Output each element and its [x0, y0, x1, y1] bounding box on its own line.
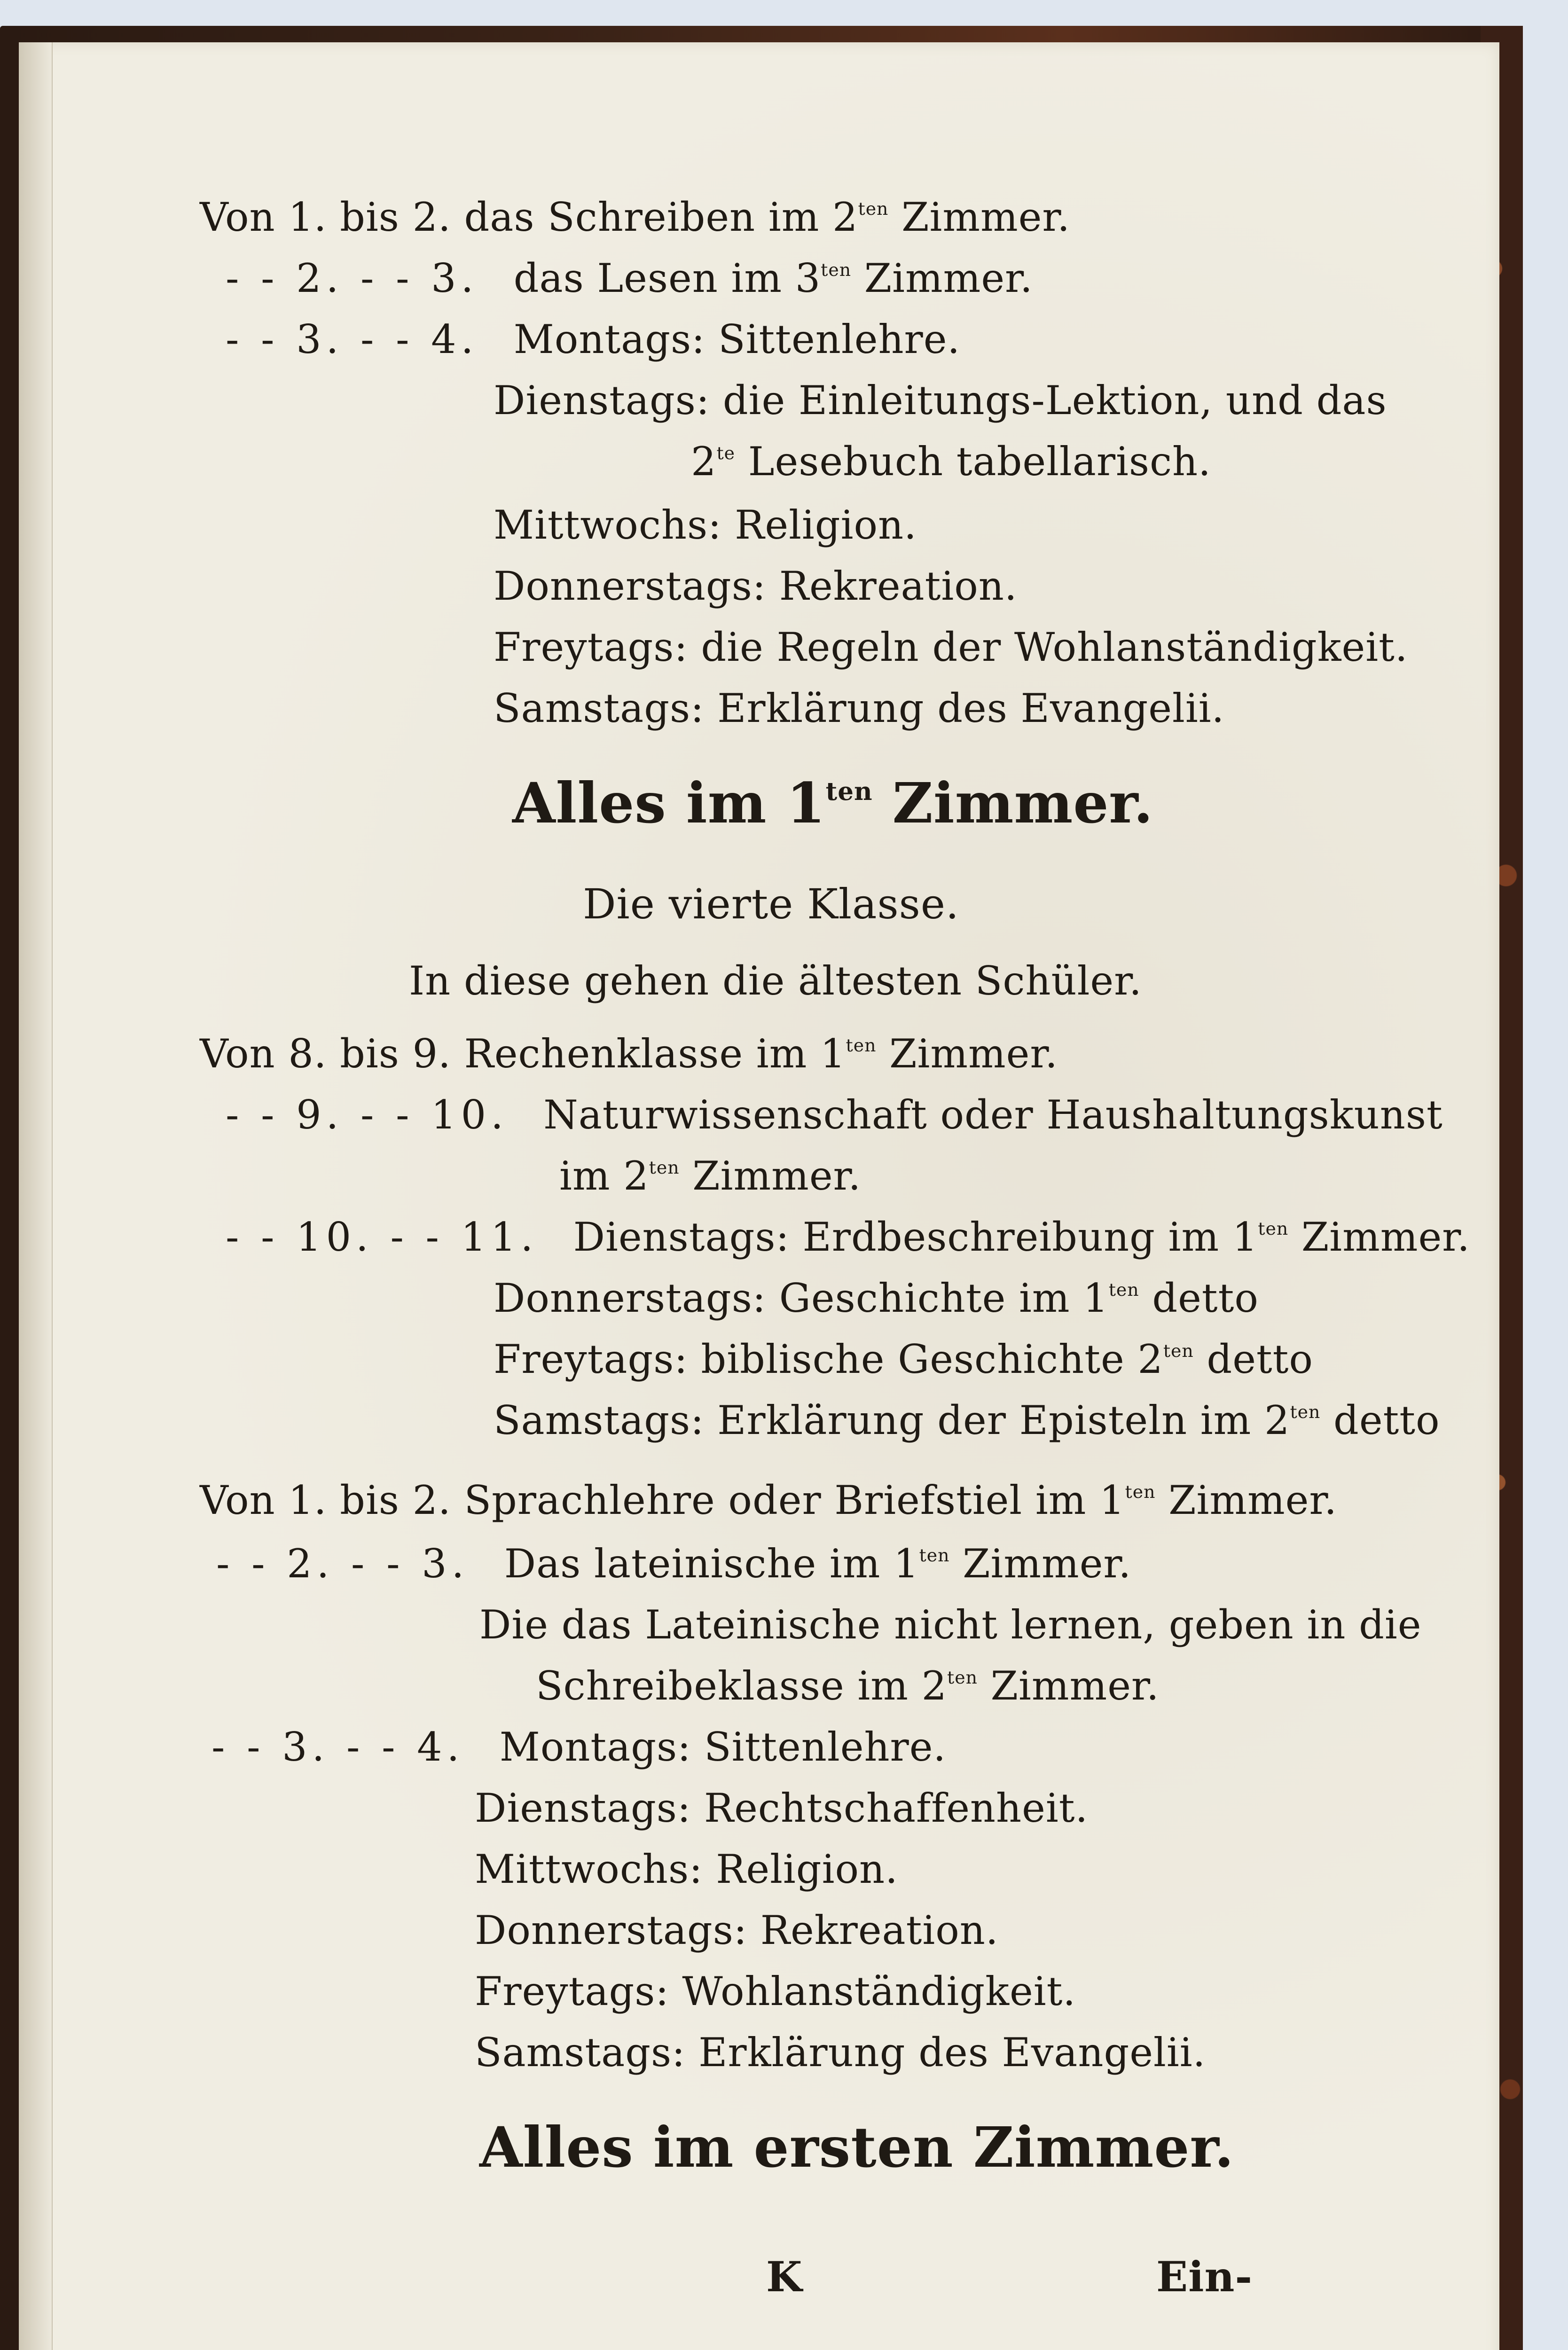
row-text: Samstags: Erklärung des Evangelii. — [475, 2029, 1206, 2076]
row-text: Zimmer. — [876, 1031, 1058, 1077]
class-heading: Die vierte Klasse. — [583, 880, 959, 928]
schedule-row — [494, 685, 1225, 731]
row-text: Dienstags: die Einleitungs-Lektion, und das — [494, 377, 1387, 423]
schedule-row — [475, 2029, 1206, 2076]
row-text: Donnerstags: Geschichte im 1 — [494, 1275, 1109, 1321]
row-text: Montags: Sittenlehre. — [513, 316, 961, 362]
superscript: ten — [1290, 1401, 1321, 1422]
row-text: Naturwissenschaft oder Haushaltungskunst — [543, 1092, 1443, 1138]
row-text: Zimmer. — [1288, 1214, 1470, 1260]
row-text: Donnerstags: Rekreation. — [475, 1907, 999, 1953]
row-text: Zimmer. — [949, 1541, 1132, 1587]
superscript: ten — [846, 1034, 877, 1056]
row-text: Mittwochs: Religion. — [475, 1846, 898, 1892]
schedule-row — [479, 1602, 1422, 1648]
row-text: Von 1. bis 2. das Schreiben im 2 — [200, 194, 858, 240]
schedule-row — [226, 255, 1033, 301]
row-text: detto — [1139, 1275, 1259, 1321]
row-text: Lesebuch tabellarisch. — [735, 439, 1211, 485]
schedule-row — [212, 1724, 947, 1770]
row-text: Zimmer. — [977, 1663, 1160, 1709]
row-text: Die das Lateinische nicht lernen, geben in die — [479, 1602, 1422, 1648]
ditto-time: - - 9. - - 10. — [226, 1092, 508, 1138]
superscript: ten — [858, 198, 889, 219]
ditto-time: - - 2. - - 3. — [226, 255, 478, 301]
ditto-time: - - 3. - - 4. — [212, 1724, 464, 1770]
row-text: Mittwochs: Religion. — [494, 502, 917, 548]
superscript: ten — [947, 1667, 978, 1688]
schedule-row — [494, 1336, 1313, 1382]
row-text: Montags: Sittenlehre. — [499, 1724, 947, 1770]
superscript: ten — [1163, 1340, 1194, 1361]
row-text: Das lateinische im 1 — [504, 1541, 919, 1587]
superscript: ten — [1125, 1481, 1156, 1502]
section-summary: Alles im ersten Zimmer. — [479, 2115, 1234, 2180]
row-text: im 2 — [559, 1153, 649, 1199]
schedule-row — [494, 1397, 1440, 1443]
schedule-row — [536, 1663, 1160, 1709]
schedule-row — [691, 439, 1211, 485]
schedule-row — [475, 1907, 999, 1953]
row-text: Zimmer. — [851, 255, 1033, 301]
schedule-row — [226, 316, 961, 362]
ditto-time: - - 10. - - 11. — [226, 1214, 538, 1260]
row-text: detto — [1193, 1336, 1313, 1382]
row-text: Von 8. bis 9. Rechenklasse im 1 — [200, 1031, 846, 1077]
schedule-row — [226, 1092, 1443, 1138]
schedule-row — [216, 1541, 1132, 1587]
row-text: Dienstags: Rechtschaffenheit. — [475, 1785, 1089, 1831]
book-page — [19, 42, 1499, 2350]
schedule-row — [200, 1477, 1338, 1523]
superscript: te — [716, 442, 736, 463]
signature-mark: K — [766, 2252, 803, 2301]
superscript: ten — [1108, 1279, 1139, 1300]
superscript: ten — [825, 776, 873, 807]
row-text: Freytags: biblische Geschichte 2 — [494, 1336, 1163, 1382]
schedule-row — [475, 1846, 898, 1892]
schedule-row — [494, 1275, 1259, 1321]
row-text: Von 1. bis 2. Sprachlehre oder Briefstiel im 1 — [200, 1477, 1125, 1523]
schedule-row — [226, 1214, 1470, 1260]
row-text: Freytags: die Regeln der Wohlanständigkeit. — [494, 624, 1408, 670]
ditto-time: - - 3. - - 4. — [226, 316, 478, 362]
schedule-row — [200, 194, 1070, 240]
schedule-row — [559, 1153, 862, 1199]
row-text: detto — [1320, 1397, 1440, 1443]
superscript: ten — [821, 259, 852, 280]
row-text: Donnerstags: Rekreation. — [494, 563, 1018, 609]
schedule-row — [494, 377, 1387, 423]
row-text: Zimmer. — [679, 1153, 862, 1199]
superscript: ten — [1258, 1218, 1289, 1239]
schedule-row — [475, 1785, 1089, 1831]
page-gutter — [19, 42, 53, 2350]
class-subheading: In diese gehen die ältesten Schüler. — [409, 958, 1142, 1004]
row-text: Schreibeklasse im 2 — [536, 1663, 948, 1709]
catchword: Ein- — [1156, 2252, 1253, 2301]
row-text: Zimmer. — [888, 194, 1070, 240]
schedule-row — [475, 1968, 1076, 2014]
superscript: ten — [919, 1544, 950, 1566]
row-text: Freytags: Wohlanständigkeit. — [475, 1968, 1076, 2014]
row-text: Samstags: Erklärung des Evangelii. — [494, 685, 1225, 731]
row-text: Samstags: Erklärung der Episteln im 2 — [494, 1397, 1290, 1443]
schedule-row — [494, 502, 917, 548]
schedule-row — [494, 624, 1408, 670]
row-text: Zimmer. — [1155, 1477, 1338, 1523]
schedule-row — [494, 563, 1018, 609]
ditto-time: - - 2. - - 3. — [216, 1541, 469, 1587]
section-summary — [512, 770, 1153, 836]
summary-text: Zimmer. — [872, 770, 1153, 836]
row-text: das Lesen im 3 — [513, 255, 821, 301]
row-text: Dienstags: Erdbeschreibung im 1 — [573, 1214, 1258, 1260]
schedule-row — [200, 1031, 1058, 1077]
row-text: 2 — [691, 439, 717, 485]
superscript: ten — [649, 1157, 680, 1178]
summary-text: Alles im 1 — [512, 770, 826, 836]
